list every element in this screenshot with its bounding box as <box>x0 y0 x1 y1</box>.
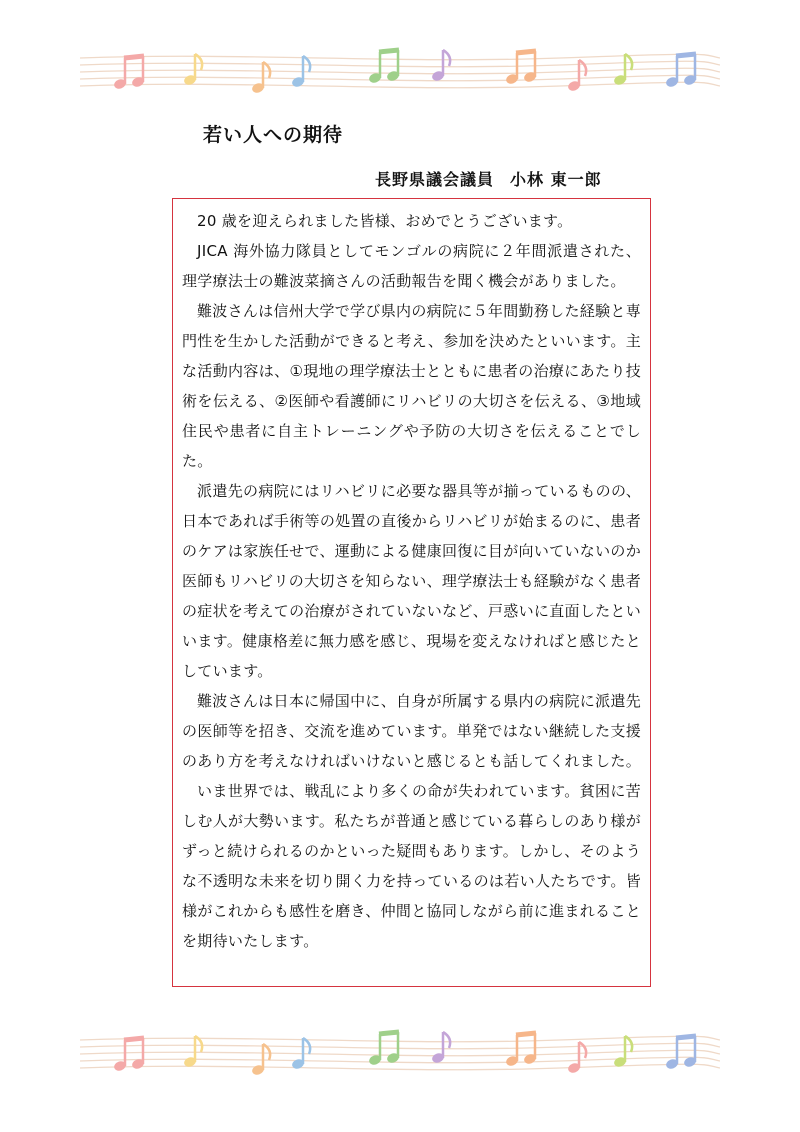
author-role: 長野県議会議員 <box>375 170 495 189</box>
author-line <box>375 167 602 190</box>
paragraph: いま世界では、戦乱により多くの命が失われています。貧困に苦しむ人が大勢います。私たちが普通と感じている暮らしのあり様がずっと続けられるのかといった疑問もあります。しかし、そのような不透明な未来を切り開く力を持っているのは若い人たちです。皆様がこれからも感性を磨き、仲間と協同しながら前に進まれることを期待いたします。 <box>182 782 641 950</box>
music-note-icon <box>665 54 697 88</box>
music-note-icon <box>368 50 400 84</box>
paragraph: JICA 海外協力隊員としてモンゴルの病院に２年間派遣された、理学療法士の難波菜摘さんの活動報告を聞く機会がありました。 <box>182 242 641 290</box>
paragraph: 難波さんは日本に帰国中に、自身が所属する県内の病院に派遣先の医師等を招き、交流を進めています。単発ではない継続した支援のあり方を考えなければいけないと感じるとも話してくれました。 <box>182 692 642 770</box>
music-note-icon <box>368 1032 400 1066</box>
author-name: 小林 東一郎 <box>510 170 602 189</box>
paragraph: 難波さんは信州大学で学び県内の病院に５年間勤務した経験と専門性を生かした活動ができると考え、参加を決めたといいます。主な活動内容は、①現地の理学療法士とともに患者の治療にあたり技術を伝える、②医師や看護師にリハビリの大切さを伝える、③地域住民や患者に自主トレーニングや予防の大切さを伝えることでした。 <box>182 302 641 470</box>
paragraph: 派遣先の病院にはリハビリに必要な器具等が揃っているものの、日本であれば手術等の処置の直後からリハビリが始まるのに、患者のケアは家族任せで、運動による健康回復に目が向いていないのか医師もリハビリの大切さを知らない、理学療法士も経験がなく患者の症状を考えての治療がされていないなど、戸惑いに直面したといいます。健康格差に無力感を感じ、現場を変えなければと感じたとしています。 <box>182 482 642 680</box>
page-title: 若い人への期待 <box>203 124 344 146</box>
message-text-box <box>172 198 651 987</box>
music-staff-decoration-top <box>80 46 720 98</box>
music-staff-decoration-bottom <box>80 1028 720 1080</box>
paragraph: 20 歳を迎えられました皆様、おめでとうございます。 <box>197 212 573 230</box>
music-note-icon <box>665 1036 697 1070</box>
